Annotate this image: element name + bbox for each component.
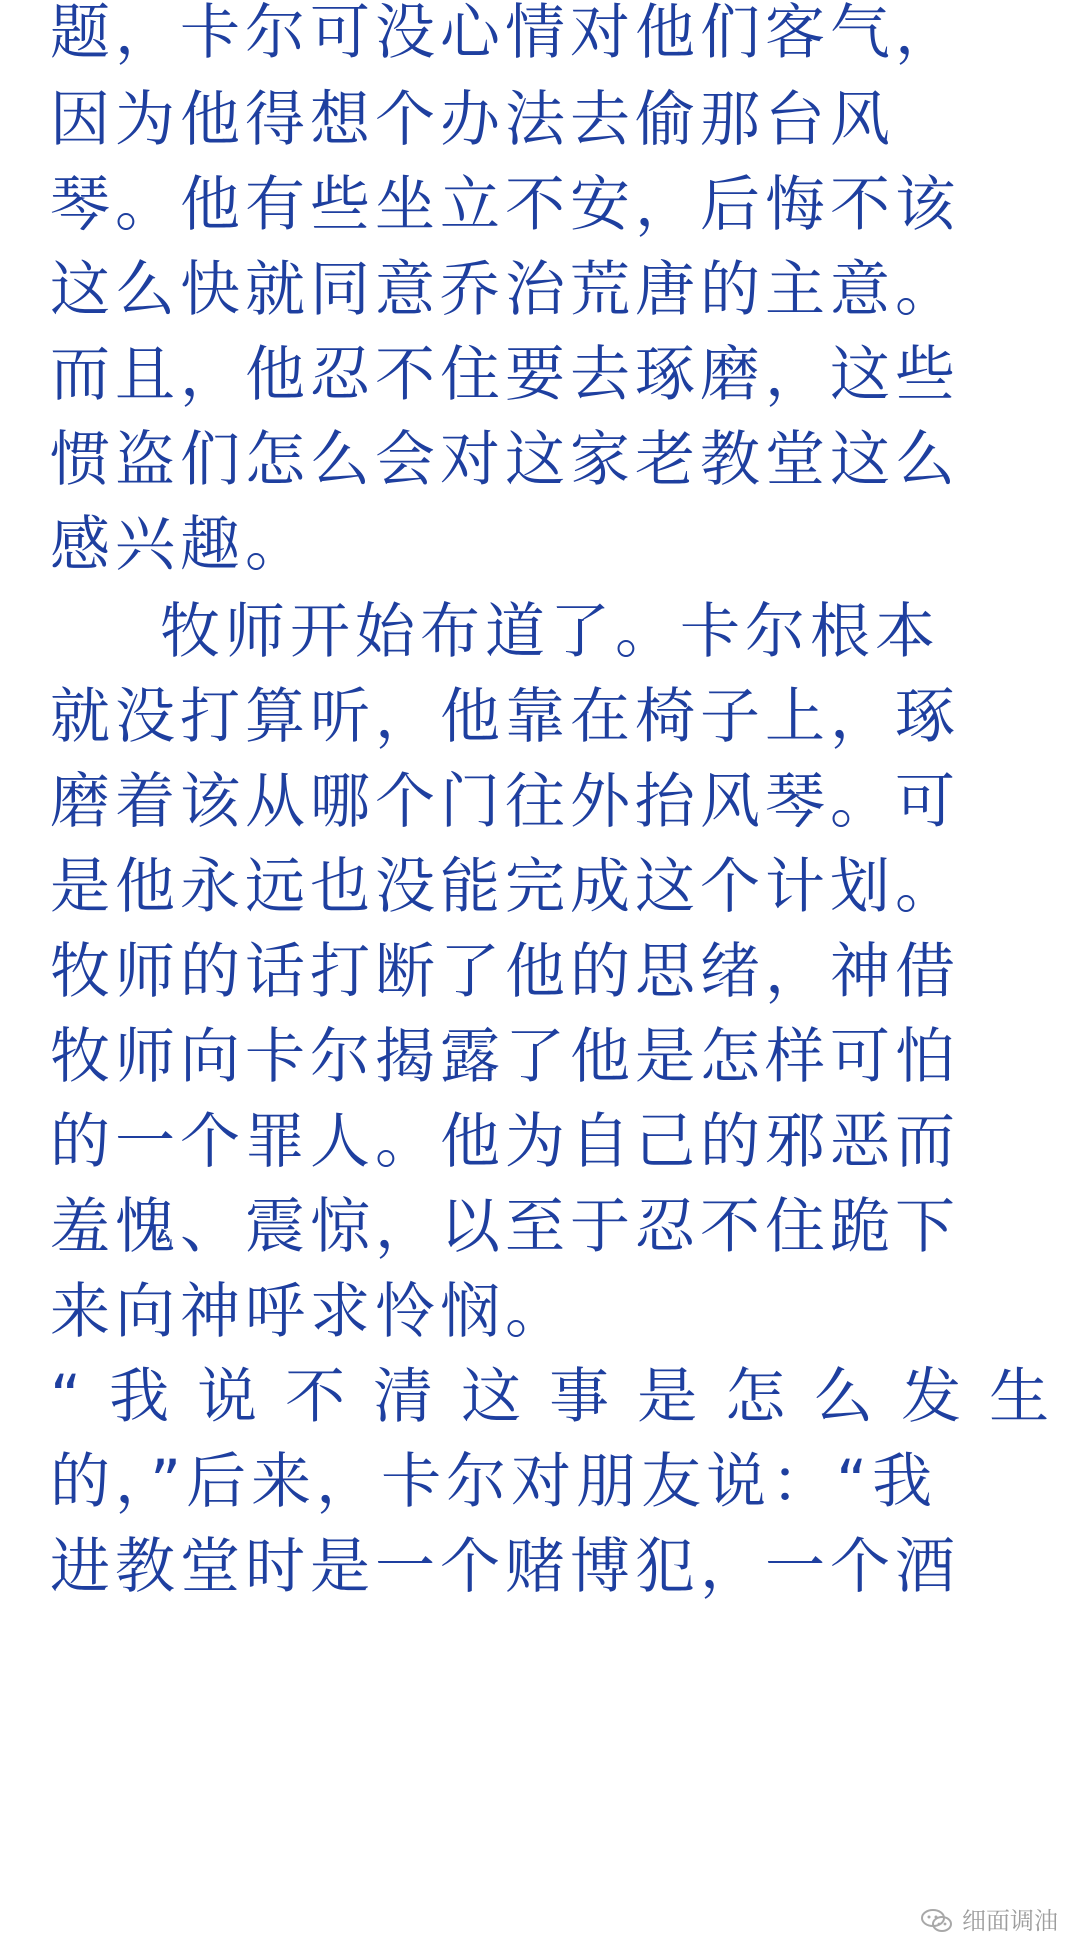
text-line-2: 因为他得想个办法去偷那台风 [50, 85, 895, 155]
text-line-16: 来向神呼求怜悯。 [50, 1277, 570, 1347]
text-line-15: 羞愧、震惊，以至于忍不住跪下 [50, 1192, 960, 1262]
text-line-5: 而且，他忍不住要去琢磨，这些 [50, 340, 960, 410]
quote-line-1: “我说不清这事是怎么发生 [50, 1362, 1078, 1432]
text-line-9: 就没打算听，他靠在椅子上，琢 [50, 682, 960, 752]
quote-line-3: 进教堂时是一个赌博犯，一个酒 [50, 1532, 960, 1602]
text-line-14: 的一个罪人。他为自己的邪恶而 [50, 1107, 960, 1177]
wechat-icon [920, 1907, 954, 1935]
text-line-10: 磨着该从哪个门往外抬风琴。可 [50, 767, 960, 837]
text-line-12: 牧师的话打断了他的思绪，神借 [50, 937, 960, 1007]
article-body [50, 0, 1078, 1957]
text-line-1: 题，卡尔可没心情对他们客气， [50, 0, 960, 68]
quote-line-2: 的，”后来，卡尔对朋友说：“我 [50, 1447, 938, 1517]
text-line-11: 是他永远也没能完成这个计划。 [50, 852, 960, 922]
watermark [920, 1901, 1058, 1941]
text-line-3: 琴。他有些坐立不安，后悔不该 [50, 170, 960, 240]
text-line-6: 惯盗们怎么会对这家老教堂这么 [50, 425, 960, 495]
text-line-13: 牧师向卡尔揭露了他是怎样可怕 [50, 1022, 960, 1092]
text-line-7: 感兴趣。 [50, 510, 310, 580]
text-line-4: 这么快就同意乔治荒唐的主意。 [50, 255, 960, 325]
paragraph-start-line: 牧师开始布道了。卡尔根本 [160, 597, 940, 667]
watermark-text: 细面调油 [962, 1907, 1058, 1935]
